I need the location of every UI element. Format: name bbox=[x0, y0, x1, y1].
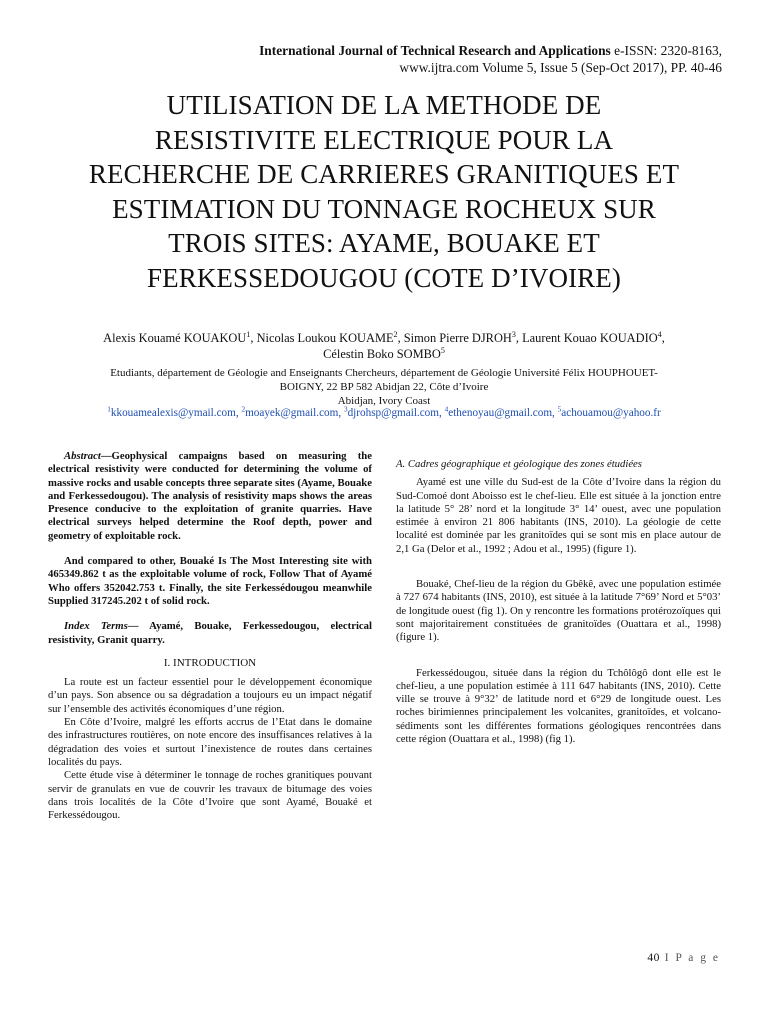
email-sup: 2 bbox=[241, 405, 246, 414]
index-terms-dash: — bbox=[127, 620, 139, 633]
index-terms-label: Index Terms bbox=[64, 620, 128, 633]
abstract-dash: — bbox=[100, 450, 112, 462]
journal-header bbox=[162, 42, 722, 76]
author-sup: 4 bbox=[657, 329, 662, 339]
title-line: RESISTIVITE ELECTRIQUE POUR LA bbox=[154, 124, 614, 155]
body-paragraph: Bouaké, Chef-lieu de la région du Gbêkê, avec une population estimée à 727 674 habitants (INS, 2010), est située à la latitude 7°69’ Nord et 5°03’ de longitude ouest (fig 1). On y rencontre les formations protérozoïques qui sont majoritairement constituées de granitoïdes (Ouattara et al., 1998) (figure 1). bbox=[396, 578, 721, 644]
email-sup: 3 bbox=[343, 405, 348, 414]
journal-volume-info: www.ijtra.com Volume 5, Issue 5 (Sep-Oct 2017), PP. 40-46 bbox=[399, 60, 722, 75]
section-heading-introduction bbox=[48, 657, 372, 670]
title-line: UTILISATION DE LA METHODE DE bbox=[166, 90, 602, 120]
body-paragraph: Ayamé est une ville du Sud-est de la Côte d’Ivoire dans la région du Sud-Comoé dont Aboisso est le chef-lieu. Elle est située à la jonction entre la latitude 5° 28’ nord et la longitude 3° 14’ ouest, avec une population estimée à environ 21 806 habitants (INS, 2010). La géologie de cette localité est dominée par les granitoïdes qui se sont mis en place autour de 2,1 Ga (Delor et al., 1992 ; Adou et al., 1995) (figure 1). bbox=[396, 476, 721, 555]
email-list: $^1$kkouamealexis@ymail.com, $^2$moayek@gmail.com, $^3$djrohsp@gmail.com, $^4$ethenoyau@gmail.com, $^5$achouamou@yahoo.fr bbox=[107, 405, 661, 419]
left-column bbox=[48, 450, 372, 822]
author-name: Célestin Boko SOMBO bbox=[323, 346, 441, 361]
title-line: ESTIMATION DU TONNAGE ROCHEUX SUR bbox=[112, 193, 656, 224]
author-sup: 1 bbox=[246, 329, 251, 339]
title-line: FERKESSEDOUGOU (COTE D’IVOIRE) bbox=[147, 262, 621, 293]
author-name: , Laurent Kouao KOUADIO bbox=[515, 331, 658, 345]
journal-issn: e-ISSN: 2320-8163, bbox=[610, 43, 722, 58]
page-label: I P a g e bbox=[659, 952, 720, 964]
email-link[interactable]: kkouamealexis@ymail.com bbox=[110, 407, 236, 419]
abstract-text: Geophysical campaigns based on measuring the electrical resistivity were conducted for determining the volume of massive rocks and usable concepts three separate sites (Ayame, Bouake and Ferkessedougou). The analysis of resistivity maps shows the areas Presence conducive to the exploitation of granite quarries. Have electrical surveys helped determine the Roof depth, power and geometry of exploitable rock. bbox=[48, 450, 372, 542]
affiliation-line: Abidjan, Ivory Coast bbox=[337, 395, 431, 407]
journal-name: International Journal of Technical Research and Applications bbox=[259, 43, 611, 58]
section-initial: I bbox=[173, 656, 177, 669]
email-link[interactable]: achouamou@yahoo.fr bbox=[561, 407, 661, 419]
email-sup: 1 bbox=[107, 405, 111, 414]
index-terms-text: Ayamé, Bouake, Ferkessedougou, electrical resistivity, Granit quarry. bbox=[48, 620, 372, 646]
intro-paragraph: Cette étude vise à déterminer le tonnage de roches granitiques pouvant servir de granulats en vue de couvrir les travaux de bitumage des voies dans trois localités de la Côte d’Ivoire que sont Ayamé, Bouaké et Ferkessédougou. bbox=[48, 769, 372, 822]
author-name: , Simon Pierre DJROH bbox=[397, 331, 512, 345]
author-sep: , bbox=[661, 331, 665, 345]
author-name: , Nicolas Loukou KOUAME bbox=[250, 331, 394, 345]
author-sup: 5 bbox=[440, 345, 445, 355]
page-footer bbox=[647, 952, 720, 964]
author-sup: 3 bbox=[511, 329, 516, 339]
subsection-heading: A. Cadres géographique et géologique des zones étudiées bbox=[396, 458, 642, 470]
email-link[interactable]: moayek@gmail.com bbox=[245, 407, 339, 419]
intro-paragraph: En Côte d’Ivoire, malgré les efforts accrus de l’Etat dans le domaine des infrastructures routières, on note encore des insuffisances relatives à la dégradation des voies et surtout l’inexistence de routes dans certaines localités du pays. bbox=[48, 716, 372, 768]
email-sup: 4 bbox=[444, 405, 449, 414]
email-link[interactable]: ethenoyau@gmail.com bbox=[448, 407, 553, 419]
author-list bbox=[40, 331, 728, 362]
affiliation-line: Etudiants, département de Géologie and Enseignants Chercheurs, département de Géologie Université Félix HOUPHOUET- bbox=[110, 367, 658, 379]
intro-paragraph: La route est un facteur essentiel pour le développement économique d’un pays. Son absence ou sa dégradation a toujours eu un impact négatif sur l’ensemble des activités économiques d’une région. bbox=[48, 676, 372, 715]
abstract-text-2: And compared to other, Bouaké Is The Most Interesting site with 465349.862 t as the exploitable volume of rock, Follow That of Ayamé Who offers 352042.753 t. Finally, the site Ferkessédougou meanwhile Supplied 317245.202 t of solid rock. bbox=[48, 555, 372, 607]
page-number: 40 bbox=[647, 952, 660, 964]
author-sup: 2 bbox=[393, 329, 398, 339]
title-line: RECHERCHE DE CARRIERES GRANITIQUES ET bbox=[88, 159, 680, 189]
paper-title bbox=[30, 88, 738, 295]
author-name: Alexis Kouamé KOUAKOU bbox=[103, 331, 247, 345]
email-link[interactable]: djrohsp@gmail.com bbox=[347, 407, 439, 419]
abstract bbox=[48, 450, 372, 543]
section-title-rest: NTRODUCTION bbox=[176, 656, 257, 669]
section-number: I. bbox=[163, 656, 174, 669]
email-sup: 5 bbox=[557, 405, 562, 414]
affiliation bbox=[40, 366, 728, 408]
title-line: TROIS SITES: AYAME, BOUAKE ET bbox=[168, 228, 600, 258]
affiliation-line: BOIGNY, 22 BP 582 Abidjan 22, Côte d’Ivoire bbox=[279, 381, 489, 393]
index-terms bbox=[48, 620, 372, 647]
abstract-label: Abstract bbox=[64, 450, 101, 462]
body-paragraph: Ferkessédougou, située dans la région du Tchôlôgô dont elle est le chef-lieu, a une population estimée à 111 647 habitants (INS, 2010). Cette ville se trouve à 9°32’ de latitude nord et 6°29 de longitude ouest. Les roches birimiennes principalement les volcanites, granitoïdes, et volcano-sédiments sont les différentes formations géologiques rencontrées dans cette région (Ouattara et al., 1998) (fig 1). bbox=[396, 666, 721, 746]
right-column bbox=[396, 458, 721, 746]
